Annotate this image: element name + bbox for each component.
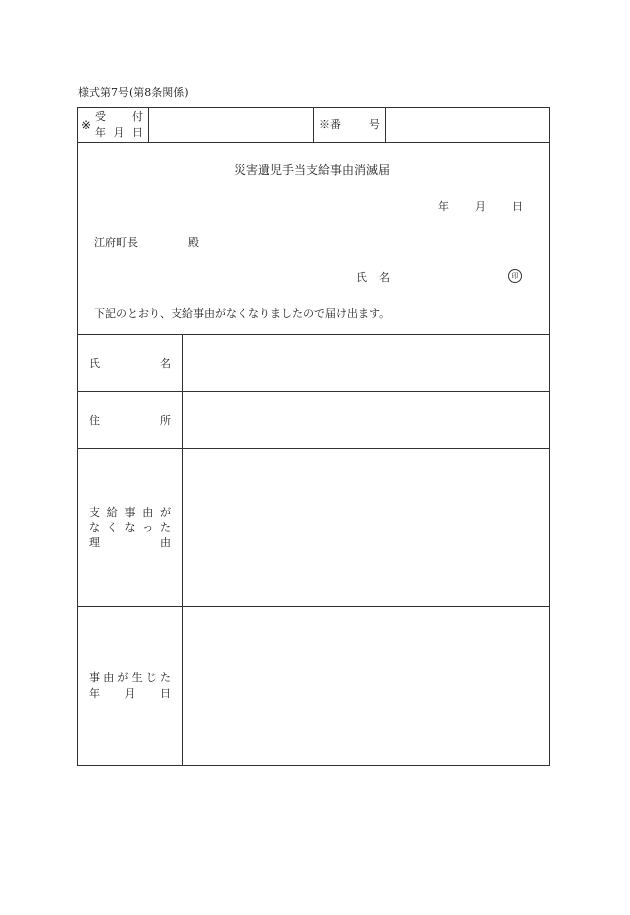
- reason-field[interactable]: [184, 450, 548, 605]
- event-date-label-line2: 年 月 日: [89, 687, 171, 700]
- name-field[interactable]: [184, 336, 548, 390]
- seal-icon: 印: [508, 269, 522, 283]
- statement: 下記のとおり、支給事由がなくなりましたので届け出ます。: [94, 307, 391, 320]
- addressee: 江府町長: [94, 236, 138, 249]
- reason-label-line2: な く な っ た: [89, 521, 171, 534]
- applicant-name-field[interactable]: [395, 268, 503, 286]
- address-label: 住 所: [89, 414, 171, 427]
- address-field[interactable]: [184, 393, 548, 447]
- number-label: ※番 号: [319, 118, 380, 131]
- reason-label-line3: 理 由: [89, 536, 171, 549]
- received-label: 受 付: [95, 110, 143, 123]
- applicant-name-label: 氏 名: [356, 271, 390, 284]
- received-date-field[interactable]: [149, 108, 312, 142]
- form-title: 災害遺児手当支給事由消滅届: [234, 163, 391, 177]
- event-date-label-line1: 事 由 が 生 じ た: [89, 671, 171, 684]
- reason-label-line1: 支 給 事 由 が: [89, 506, 171, 519]
- event-date-field[interactable]: [184, 608, 548, 764]
- addressee-honorific: 殿: [188, 236, 199, 249]
- name-label: 氏 名: [89, 357, 171, 370]
- received-date-label: 年 月 日: [95, 126, 143, 139]
- number-field[interactable]: [386, 108, 549, 142]
- submission-date: 年 月 日: [438, 200, 523, 213]
- received-mark: ※: [81, 118, 92, 132]
- form-number: 様式第7号(第8条関係): [78, 86, 189, 99]
